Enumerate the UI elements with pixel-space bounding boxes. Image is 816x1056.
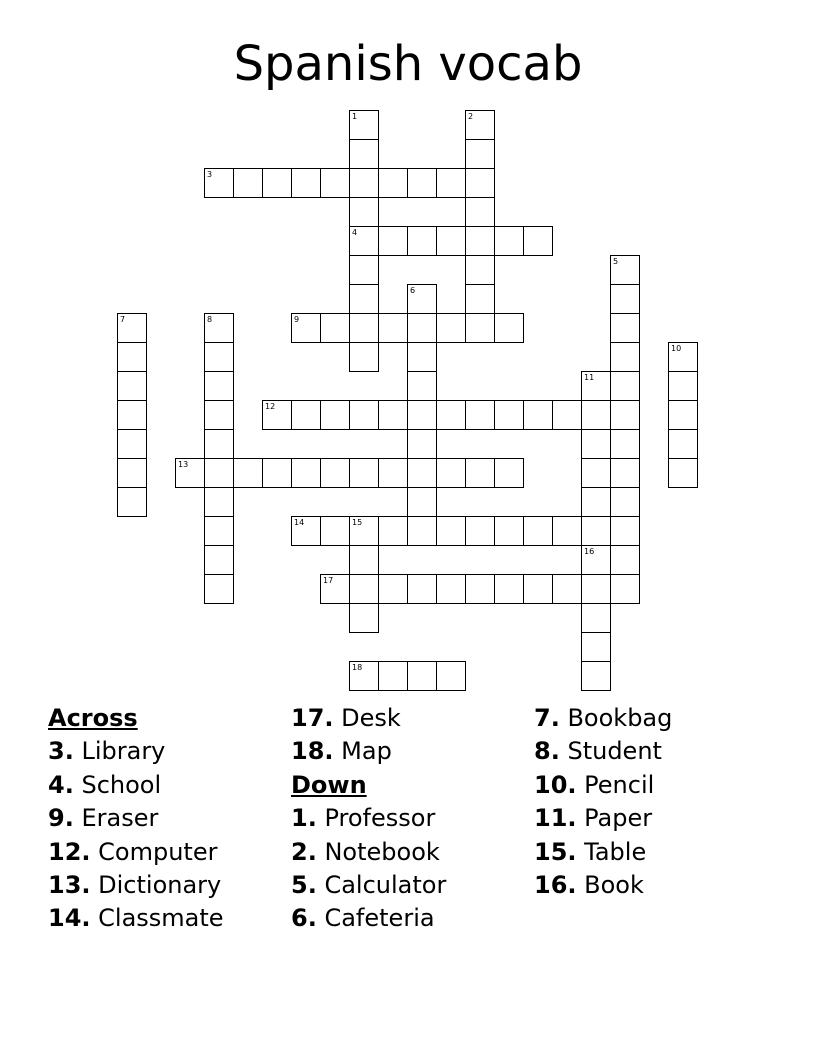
grid-cell[interactable]	[204, 313, 234, 343]
cell-number: 14	[294, 518, 305, 527]
clue-text: Desk	[341, 704, 401, 732]
grid-cell[interactable]	[581, 458, 611, 488]
clue-text: Pencil	[584, 770, 655, 799]
grid-cell[interactable]	[378, 458, 408, 488]
grid-cell[interactable]	[581, 603, 611, 633]
grid-cell[interactable]	[320, 458, 350, 488]
grid-cell[interactable]	[378, 574, 408, 604]
grid-cell[interactable]	[610, 255, 640, 285]
clue-item	[291, 836, 446, 869]
clue-number: 7.	[534, 704, 560, 732]
clue-text: Bookbag	[567, 704, 673, 732]
grid-cell[interactable]	[233, 168, 263, 198]
grid-cell[interactable]	[117, 313, 147, 343]
grid-cell[interactable]	[436, 226, 466, 256]
cell-number: 11	[584, 373, 595, 382]
clue-item	[291, 869, 446, 902]
grid-cell[interactable]	[610, 516, 640, 546]
grid-cell[interactable]	[610, 487, 640, 517]
clue-item	[534, 769, 672, 802]
cell-number: 3	[207, 170, 213, 179]
clue-text: Cafeteria	[324, 904, 435, 933]
clue-item	[48, 769, 224, 802]
cell-number: 2	[468, 112, 474, 121]
grid-cell[interactable]	[465, 168, 495, 198]
grid-cell[interactable]	[291, 168, 321, 198]
clue-item	[48, 802, 224, 835]
grid-cell[interactable]	[117, 458, 147, 488]
grid-cell[interactable]	[407, 661, 437, 691]
grid-cell[interactable]	[117, 400, 147, 430]
grid-cell[interactable]	[523, 574, 553, 604]
grid-cell[interactable]	[552, 400, 582, 430]
grid-cell[interactable]	[204, 487, 234, 517]
clue-item	[48, 869, 224, 902]
grid-cell[interactable]	[668, 458, 698, 488]
grid-cell[interactable]	[349, 661, 379, 691]
grid-cell[interactable]	[117, 371, 147, 401]
clue-text: Computer	[98, 837, 218, 866]
cell-number: 13	[178, 460, 189, 469]
cell-number: 9	[294, 315, 300, 324]
grid-cell[interactable]	[465, 574, 495, 604]
clue-number: 15.	[534, 837, 577, 866]
grid-cell[interactable]	[349, 545, 379, 575]
grid-cell[interactable]	[407, 400, 437, 430]
grid-cell[interactable]	[378, 226, 408, 256]
grid-cell[interactable]	[436, 516, 466, 546]
grid-cell[interactable]	[436, 313, 466, 343]
grid-cell[interactable]	[233, 458, 263, 488]
grid-cell[interactable]	[378, 168, 408, 198]
grid-cell[interactable]	[668, 400, 698, 430]
clue-item	[48, 902, 224, 935]
clue-number: 16.	[534, 871, 577, 900]
grid-cell[interactable]	[204, 168, 234, 198]
grid-cell[interactable]	[117, 342, 147, 372]
grid-cell[interactable]	[349, 255, 379, 285]
clue-number: 12.	[48, 837, 91, 866]
grid-cell[interactable]	[407, 574, 437, 604]
clue-text: Library	[81, 737, 166, 766]
down-header: Down	[291, 770, 367, 799]
grid-cell[interactable]	[494, 574, 524, 604]
clue-column-2	[291, 702, 446, 936]
clue-text: Map	[341, 737, 392, 766]
grid-cell[interactable]	[291, 400, 321, 430]
grid-cell[interactable]	[494, 516, 524, 546]
clue-text: Paper	[584, 804, 653, 833]
clue-item	[534, 702, 672, 735]
grid-cell[interactable]	[465, 458, 495, 488]
clue-number: 17.	[291, 704, 334, 732]
grid-cell[interactable]	[204, 545, 234, 575]
grid-cell[interactable]	[407, 371, 437, 401]
grid-cell[interactable]	[204, 516, 234, 546]
grid-cell[interactable]	[581, 487, 611, 517]
grid-cell[interactable]	[668, 429, 698, 459]
grid-cell[interactable]	[668, 342, 698, 372]
grid-cell[interactable]	[581, 661, 611, 691]
grid-cell[interactable]	[262, 458, 292, 488]
clue-text: Classmate	[98, 904, 224, 933]
grid-cell[interactable]	[523, 516, 553, 546]
grid-cell[interactable]	[465, 400, 495, 430]
grid-cell[interactable]	[378, 661, 408, 691]
grid-cell[interactable]	[581, 400, 611, 430]
cell-number: 6	[410, 286, 416, 295]
clue-number: 8.	[534, 737, 560, 766]
cell-number: 18	[352, 663, 363, 672]
grid-cell[interactable]	[436, 574, 466, 604]
grid-cell[interactable]	[378, 400, 408, 430]
grid-cell[interactable]	[581, 545, 611, 575]
clue-number: 6.	[291, 904, 317, 933]
grid-cell[interactable]	[465, 516, 495, 546]
cell-number: 16	[584, 547, 595, 556]
clue-text: School	[81, 770, 162, 799]
grid-cell[interactable]	[668, 371, 698, 401]
grid-cell[interactable]	[581, 371, 611, 401]
clue-number: 9.	[48, 804, 74, 833]
clue-number: 2.	[291, 837, 317, 866]
grid-cell[interactable]	[349, 516, 379, 546]
grid-cell[interactable]	[407, 458, 437, 488]
grid-cell[interactable]	[320, 168, 350, 198]
clue-text: Book	[584, 871, 644, 900]
grid-cell[interactable]	[436, 458, 466, 488]
grid-cell[interactable]	[407, 516, 437, 546]
grid-cell[interactable]	[407, 284, 437, 314]
grid-cell[interactable]	[349, 139, 379, 169]
grid-cell[interactable]	[320, 313, 350, 343]
clue-item	[534, 802, 672, 835]
grid-cell[interactable]	[204, 371, 234, 401]
grid-cell[interactable]	[465, 226, 495, 256]
cell-number: 1	[352, 112, 358, 121]
grid-cell[interactable]	[407, 342, 437, 372]
grid-cell[interactable]	[494, 313, 524, 343]
grid-cell[interactable]	[204, 458, 234, 488]
grid-cell[interactable]	[581, 632, 611, 662]
grid-cell[interactable]	[610, 574, 640, 604]
clue-number: 5.	[291, 871, 317, 900]
clue-item	[534, 869, 672, 902]
clue-text: Professor	[324, 804, 436, 833]
grid-cell[interactable]	[204, 400, 234, 430]
grid-cell[interactable]	[494, 400, 524, 430]
grid-cell[interactable]	[349, 313, 379, 343]
grid-cell[interactable]	[494, 458, 524, 488]
cell-number: 17	[323, 576, 334, 585]
grid-cell[interactable]	[262, 168, 292, 198]
grid-cell[interactable]	[378, 516, 408, 546]
puzzle-title: Spanish vocab	[233, 36, 583, 92]
clue-number: 13.	[48, 871, 91, 900]
clue-number: 14.	[48, 904, 91, 933]
clue-text: Notebook	[324, 837, 440, 866]
grid-cell[interactable]	[291, 458, 321, 488]
cell-number: 12	[265, 402, 276, 411]
grid-cell[interactable]	[581, 429, 611, 459]
grid-cell[interactable]	[552, 574, 582, 604]
grid-cell[interactable]	[610, 371, 640, 401]
cell-number: 5	[613, 257, 619, 266]
grid-cell[interactable]	[117, 429, 147, 459]
grid-cell[interactable]	[610, 400, 640, 430]
clue-item	[48, 735, 224, 768]
grid-cell[interactable]	[349, 342, 379, 372]
clue-item	[48, 836, 224, 869]
clue-text: Dictionary	[98, 871, 222, 900]
grid-cell[interactable]	[349, 603, 379, 633]
grid-cell[interactable]	[552, 516, 582, 546]
grid-cell[interactable]	[465, 139, 495, 169]
grid-cell[interactable]	[610, 313, 640, 343]
grid-cell[interactable]	[349, 400, 379, 430]
clue-item	[534, 735, 672, 768]
grid-cell[interactable]	[320, 400, 350, 430]
cell-number: 15	[352, 518, 363, 527]
grid-cell[interactable]	[465, 110, 495, 140]
grid-cell[interactable]	[204, 342, 234, 372]
grid-cell[interactable]	[349, 197, 379, 227]
grid-cell[interactable]	[610, 429, 640, 459]
grid-cell[interactable]	[523, 400, 553, 430]
grid-cell[interactable]	[407, 168, 437, 198]
grid-cell[interactable]	[204, 574, 234, 604]
grid-cell[interactable]	[204, 429, 234, 459]
grid-cell[interactable]	[436, 400, 466, 430]
grid-cell[interactable]	[407, 226, 437, 256]
grid-cell[interactable]	[581, 574, 611, 604]
grid-cell[interactable]	[407, 313, 437, 343]
grid-cell[interactable]	[465, 197, 495, 227]
grid-cell[interactable]	[378, 313, 408, 343]
clue-column-1	[48, 702, 224, 936]
grid-cell[interactable]	[349, 168, 379, 198]
grid-cell[interactable]	[349, 574, 379, 604]
grid-cell[interactable]	[436, 661, 466, 691]
grid-cell[interactable]	[175, 458, 205, 488]
grid-cell[interactable]	[291, 313, 321, 343]
clue-item	[291, 735, 446, 768]
clue-item	[291, 802, 446, 835]
grid-cell[interactable]	[610, 342, 640, 372]
grid-cell[interactable]	[610, 458, 640, 488]
clue-item	[291, 702, 446, 735]
cell-number: 4	[352, 228, 358, 237]
grid-cell[interactable]	[262, 400, 292, 430]
cell-number: 7	[120, 315, 126, 324]
clue-number: 1.	[291, 804, 317, 833]
grid-cell[interactable]	[465, 255, 495, 285]
clue-text: Eraser	[81, 804, 159, 833]
clue-number: 3.	[48, 737, 74, 766]
grid-cell[interactable]	[465, 284, 495, 314]
grid-cell[interactable]	[349, 226, 379, 256]
clue-text: Table	[584, 837, 647, 866]
grid-cell[interactable]	[291, 516, 321, 546]
grid-cell[interactable]	[465, 313, 495, 343]
grid-cell[interactable]	[349, 110, 379, 140]
grid-cell[interactable]	[610, 284, 640, 314]
clue-number: 10.	[534, 770, 577, 799]
grid-cell[interactable]	[349, 458, 379, 488]
clue-number: 4.	[48, 770, 74, 799]
grid-cell[interactable]	[494, 226, 524, 256]
grid-cell[interactable]	[407, 487, 437, 517]
grid-cell[interactable]	[117, 487, 147, 517]
grid-cell[interactable]	[610, 545, 640, 575]
clue-number: 18.	[291, 737, 334, 766]
clue-item	[291, 902, 446, 935]
clue-column-3	[534, 702, 672, 902]
grid-cell[interactable]	[523, 226, 553, 256]
clue-text: Student	[567, 737, 662, 766]
cell-number: 10	[671, 344, 682, 353]
across-header: Across	[48, 704, 138, 732]
clue-number: 11.	[534, 804, 577, 833]
grid-cell[interactable]	[320, 574, 350, 604]
cell-number: 8	[207, 315, 213, 324]
grid-cell[interactable]	[436, 168, 466, 198]
grid-cell[interactable]	[320, 516, 350, 546]
clue-text: Calculator	[324, 871, 447, 900]
grid-cell[interactable]	[407, 429, 437, 459]
grid-cell[interactable]	[349, 284, 379, 314]
clue-item	[534, 836, 672, 869]
